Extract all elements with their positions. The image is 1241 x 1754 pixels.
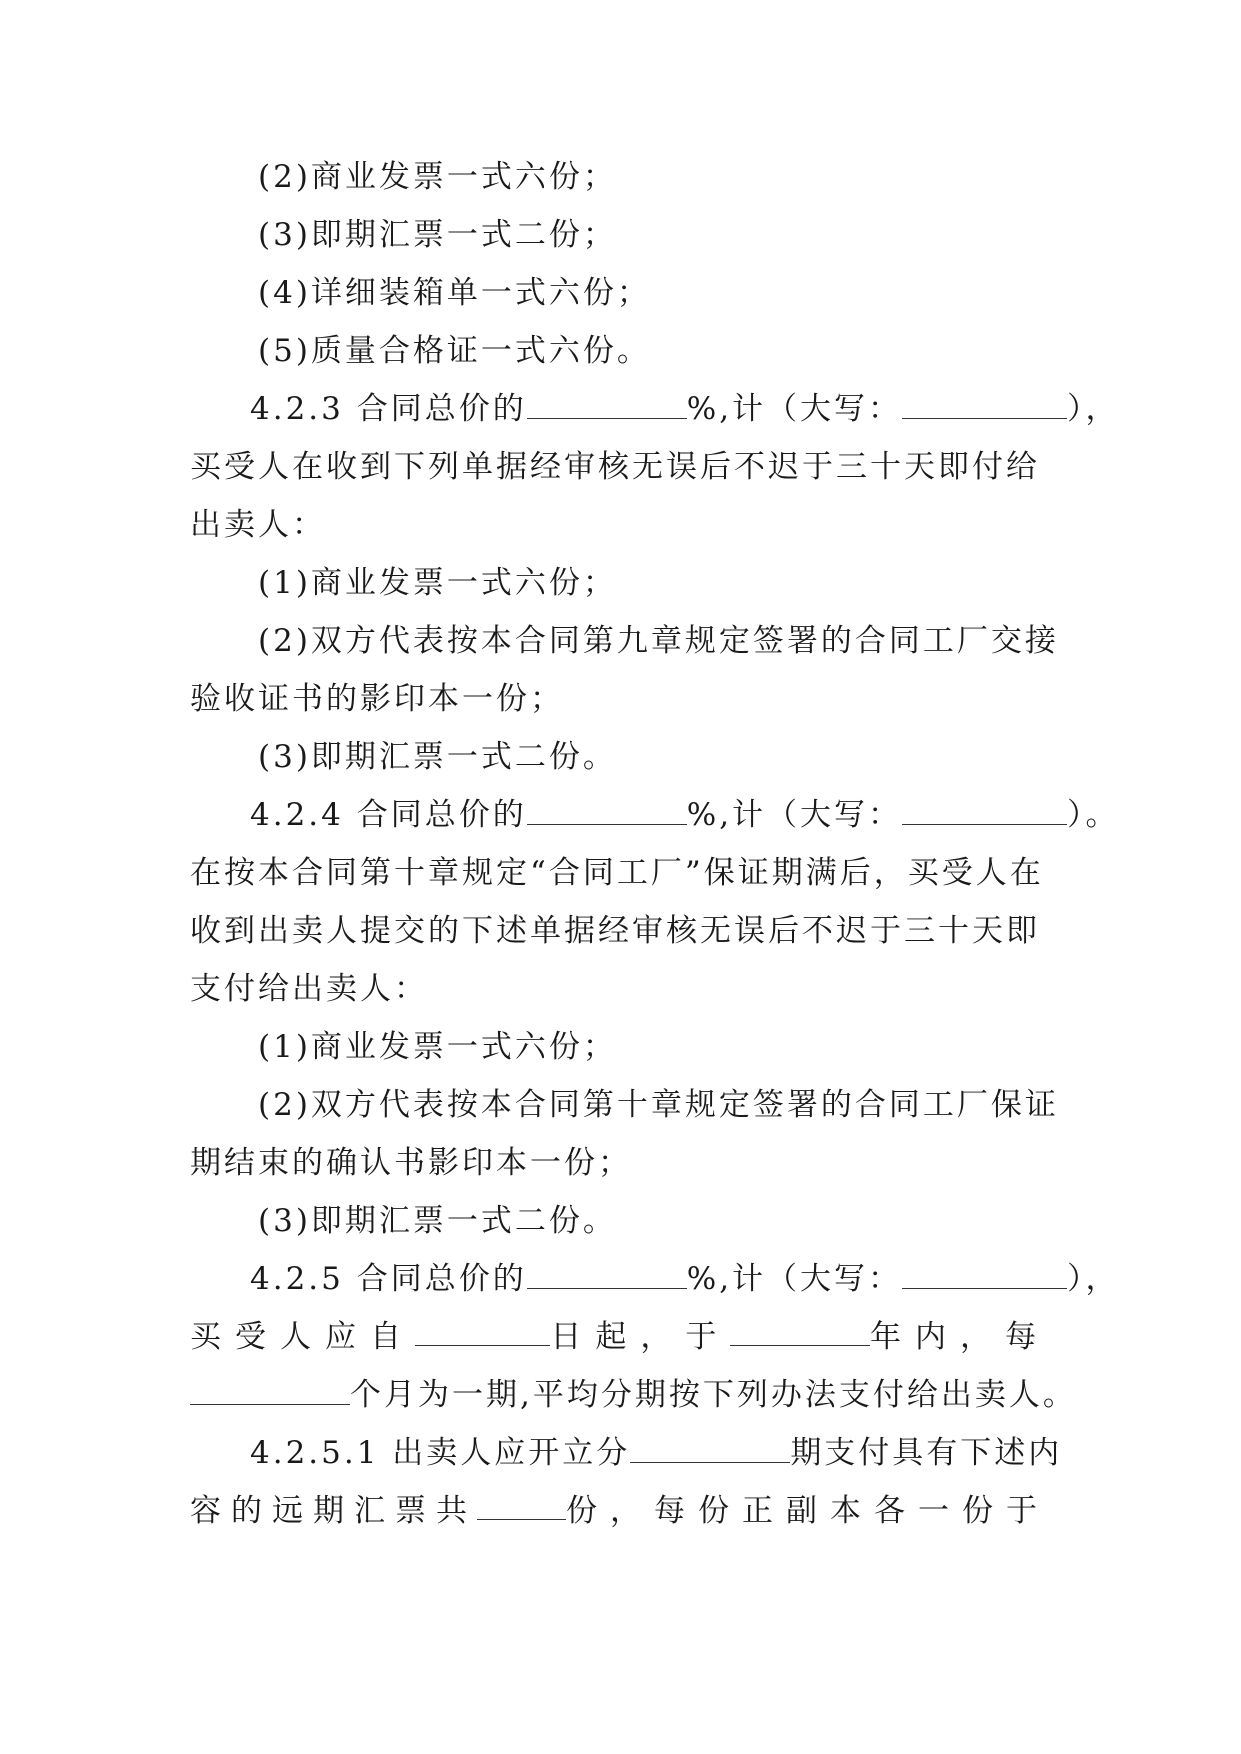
- blank-field: [902, 388, 1067, 419]
- blank-field: [190, 1374, 350, 1405]
- clause-number-text: 4.2.4 合同总价的: [250, 797, 527, 833]
- text-line: (5)质量合格证一式六份。: [258, 333, 651, 369]
- text-fragment: 份，每份正副本各一份于: [566, 1493, 1050, 1529]
- blank-field: [527, 388, 687, 419]
- blank-field: [527, 1258, 687, 1289]
- text-line: (3)即期汇票一式二份；: [258, 217, 617, 253]
- text-line: 支付给出卖人：: [190, 971, 428, 1007]
- clause-4-2-5-line: [250, 1257, 1120, 1301]
- blank-field: [730, 1315, 870, 1346]
- text-fragment: 容的远期汇票共: [190, 1493, 477, 1529]
- text-line: (1)商业发票一式六份；: [258, 565, 617, 601]
- clause-4-2-3-line: [250, 387, 1120, 431]
- text-fragment: 买受人应自: [190, 1319, 415, 1355]
- text-line: 验收证书的影印本一份；: [190, 681, 564, 717]
- text-fragment: %,计（大写：: [686, 797, 903, 833]
- clause-number-text: 4.2.5 合同总价的: [250, 1261, 527, 1297]
- blank-field: [527, 794, 687, 825]
- text-line: 收到出卖人提交的下述单据经审核无误后不迟于三十天即: [190, 913, 1040, 949]
- justified-line: [190, 1489, 1050, 1533]
- text-fragment: ）。: [1067, 797, 1120, 833]
- clause-number-text: 4.2.3 合同总价的: [250, 391, 527, 427]
- text-line: (2)商业发票一式六份；: [258, 159, 617, 195]
- text-fragment: %,计（大写：: [686, 391, 903, 427]
- text-fragment: ），: [1067, 1261, 1120, 1297]
- text-fragment: %,计（大写：: [686, 1261, 903, 1297]
- text-line: (3)即期汇票一式二份。: [258, 1203, 617, 1239]
- text-line: 期结束的确认书影印本一份；: [190, 1145, 632, 1181]
- text-line: (3)即期汇票一式二份。: [258, 739, 617, 775]
- clause-4-2-4-line: [250, 793, 1120, 837]
- clause-4-2-5-1-line: [250, 1431, 1063, 1475]
- text-line: (2)双方代表按本合同第十章规定签署的合同工厂保证: [258, 1087, 1059, 1123]
- text-fragment: 期支付具有下述内: [790, 1435, 1063, 1471]
- blank-prefixed-line: [190, 1373, 1077, 1417]
- blank-field: [415, 1315, 550, 1346]
- blank-field: [630, 1432, 790, 1463]
- text-fragment: 年内，每: [870, 1319, 1050, 1355]
- blank-field: [902, 1258, 1067, 1289]
- text-fragment: ），: [1067, 391, 1120, 427]
- clause-number-text: 4.2.5.1 出卖人应开立分: [250, 1435, 631, 1471]
- blank-field: [902, 794, 1067, 825]
- text-line: (1)商业发票一式六份；: [258, 1029, 617, 1065]
- text-fragment: 日起，于: [550, 1319, 731, 1355]
- text-line: (2)双方代表按本合同第九章规定签署的合同工厂交接: [258, 623, 1059, 659]
- text-line: 在按本合同第十章规定“合同工厂”保证期满后，买受人在: [190, 855, 1044, 891]
- text-line: 买受人在收到下列单据经审核无误后不迟于三十天即付给: [190, 449, 1040, 485]
- text-fragment: 个月为一期,平均分期按下列办法支付给出卖人。: [350, 1377, 1077, 1413]
- blank-field: [477, 1489, 566, 1520]
- text-line: (4)详细装箱单一式六份；: [258, 275, 651, 311]
- text-line: 出卖人：: [190, 507, 326, 543]
- justified-line: [190, 1315, 1050, 1359]
